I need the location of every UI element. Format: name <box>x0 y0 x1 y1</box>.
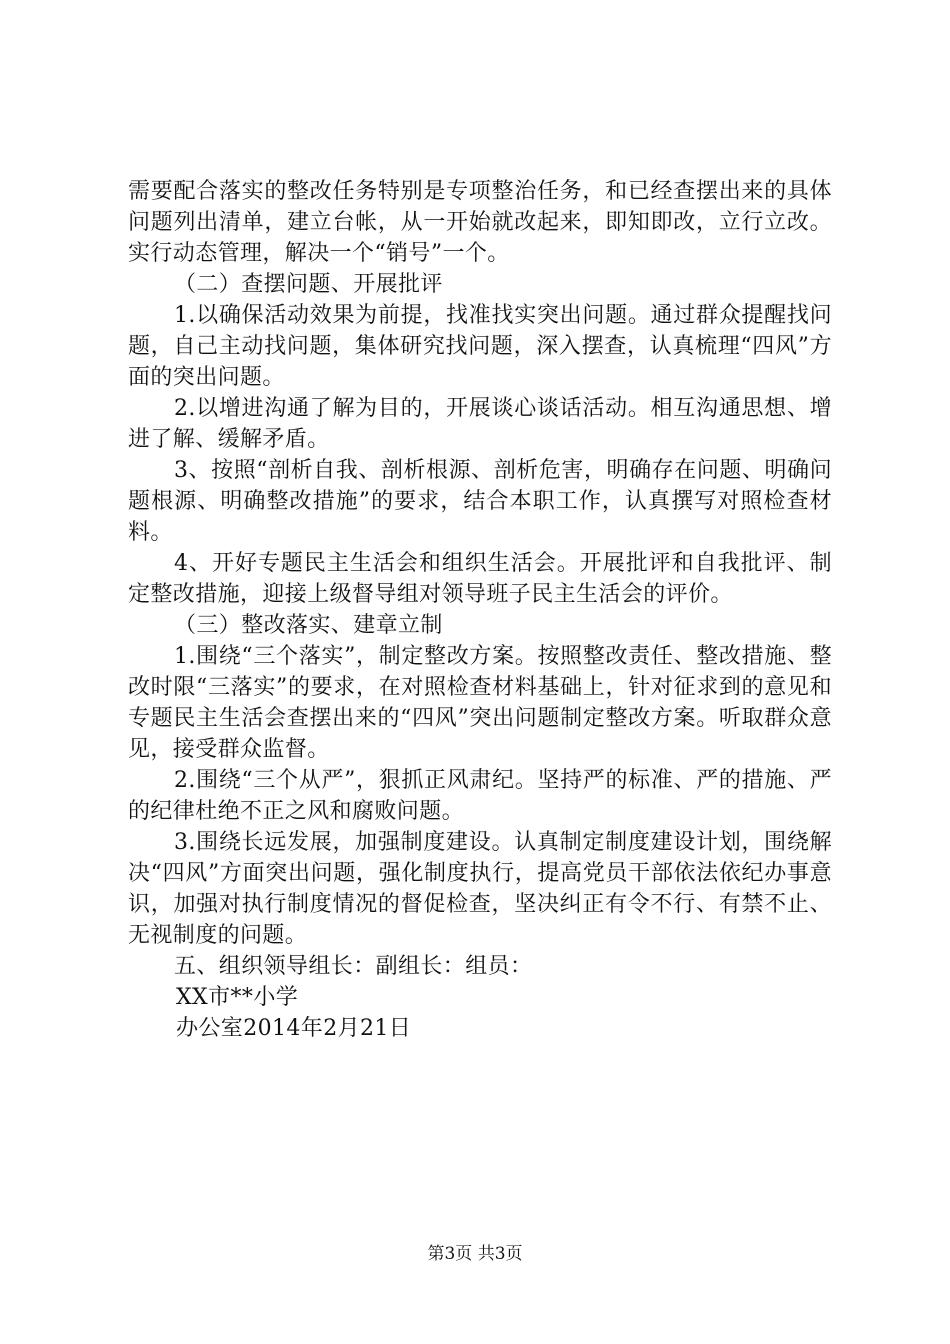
paragraph-rectify-3: 3.围绕长远发展，加强制度建设。认真制定制度建设计划，围绕解决“四风”方面突出问题，强化制度执行，提高党员干部依法依纪办事意识，加强对执行制度情况的督促检查，坚决纠正有令不行、有禁不止、无视制度的问题。 <box>128 830 832 948</box>
paragraph-item-1: 1.以确保活动效果为前提，找准找实突出问题。通过群众提醒找问题，自己主动找问题，集体研究找问题，深入摆查，认真梳理“四风”方面的突出问题。 <box>128 303 832 390</box>
paragraph-rectify-1: 1.围绕“三个落实”，制定整改方案。按照整改责任、整改措施、整改时限“三落实”的要求，在对照检查材料基础上，针对征求到的意见和专题民主生活会查摆出来的“四风”突出问题制定整改方案。听取群众意见，接受群众监督。 <box>128 644 832 762</box>
signature-date: 办公室2014年2月21日 <box>176 1016 412 1041</box>
document-body <box>128 176 832 1044</box>
section-heading-3: （三）整改落实、建章立制 <box>174 613 443 638</box>
section-heading-2: （二）查摆问题、开展批评 <box>174 272 443 297</box>
paragraph-rectify-2: 2.围绕“三个从严”，狠抓正风肃纪。坚持严的标准、严的措施、严的纪律杜绝不正之风和腐败问题。 <box>128 768 832 824</box>
paragraph-continuation: 需要配合落实的整改任务特别是专项整治任务，和已经查摆出来的具体问题列出清单，建立台帐，从一开始就改起来，即知即改，立行立改。实行动态管理，解决一个“销号”一个。 <box>128 179 832 266</box>
paragraph-item-3: 3、按照“剖析自我、剖析根源、剖析危害，明确存在问题、明确问题根源、明确整改措施”的要求，结合本职工作，认真撰写对照检查材料。 <box>128 458 832 545</box>
paragraph-item-4: 4、开好专题民主生活会和组织生活会。开展批评和自我批评、制定整改措施，迎接上级督导组对领导班子民主生活会的评价。 <box>128 551 832 607</box>
page-footer: 第3页 共3页 <box>427 1244 523 1264</box>
paragraph-item-2: 2.以增进沟通了解为目的，开展谈心谈话活动。相互沟通思想、增进了解、缓解矛盾。 <box>128 396 832 452</box>
signature-org: XX市**小学 <box>176 985 299 1010</box>
paragraph-leadership: 五、组织领导组长：副组长：组员： <box>174 954 533 979</box>
